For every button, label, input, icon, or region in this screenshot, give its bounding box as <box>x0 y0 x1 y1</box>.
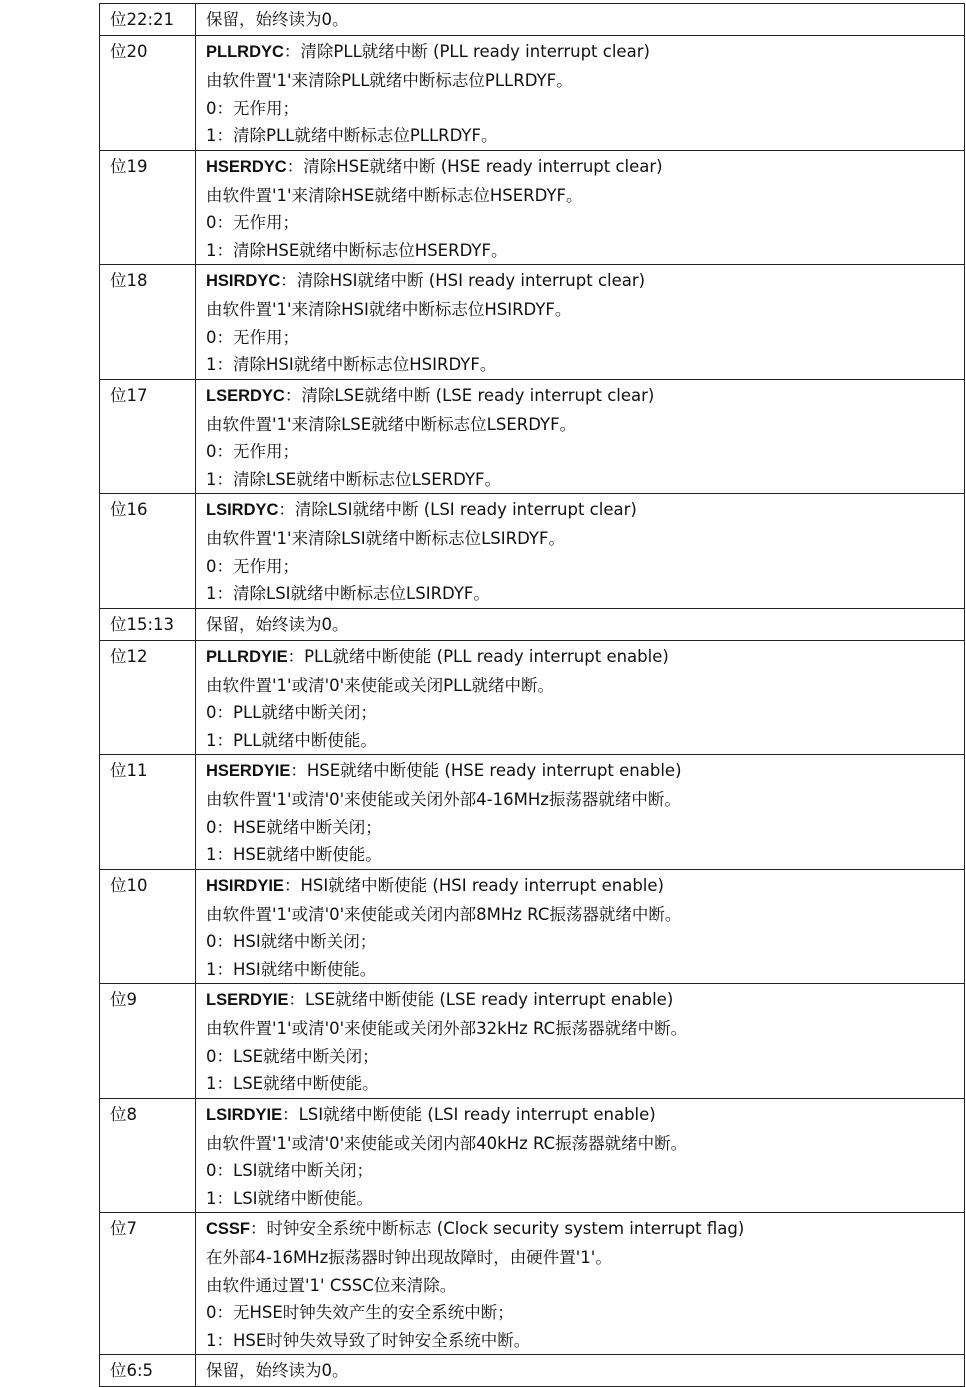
bit-number: 位10 <box>100 869 196 984</box>
bit-description: LSIRDYC：清除LSI就绪中断 (LSI ready interrupt clear) 由软件置'1'来清除LSI就绪中断标志位LSIRDYF。 0：无作用； 1：清除LSI就绪中断标志位LSIRDYF。 <box>196 494 965 609</box>
table-row <box>100 379 965 494</box>
table-row <box>100 608 965 640</box>
bit-number: 位12 <box>100 640 196 755</box>
bit-number: 位19 <box>100 150 196 265</box>
bit-description: 保留，始终读为0。 <box>196 4 965 36</box>
field-heading: HSIRDYC：清除HSI就绪中断 (HSI ready interrupt clear) <box>206 271 646 290</box>
table-row <box>100 984 965 1099</box>
register-bit-table <box>99 3 965 1387</box>
table-row <box>100 869 965 984</box>
table-row <box>100 1098 965 1213</box>
bit-description: LSERDYC：清除LSE就绪中断 (LSE ready interrupt clear) 由软件置'1'来清除LSE就绪中断标志位LSERDYF。 0：无作用； 1：清除LSE就绪中断标志位LSERDYF。 <box>196 379 965 494</box>
table-row <box>100 150 965 265</box>
bit-description: CSSF：时钟安全系统中断标志 (Clock security system interrupt flag) 在外部4-16MHz振荡器时钟出现故障时，由硬件置'1'。 由软件通过置'1' CSSC位来清除。 0：无HSE时钟失效产生的安全系统中断； 1：HSE时钟失效导致了时钟安全系统中断。 <box>196 1213 965 1355</box>
bit-number: 位11 <box>100 755 196 870</box>
field-heading: LSERDYC：清除LSE就绪中断 (LSE ready interrupt clear) <box>206 385 655 405</box>
field-heading: CSSF：时钟安全系统中断标志 (Clock security system interrupt flag) <box>206 1219 745 1238</box>
bit-description: HSIRDYIE：HSI就绪中断使能 (HSI ready interrupt enable) 由软件置'1'或清'0'来使能或关闭内部8MHz RC振荡器就绪中断。 0：HSI就绪中断关闭； 1：HSI就绪中断使能。 <box>196 869 965 984</box>
table-row <box>100 265 965 380</box>
table-row <box>100 4 965 36</box>
field-heading: LSIRDYC：清除LSI就绪中断 (LSI ready interrupt clear) <box>206 500 637 519</box>
register-bit-table-body <box>100 4 965 1387</box>
bit-description: HSIRDYC：清除HSI就绪中断 (HSI ready interrupt clear) 由软件置'1'来清除HSI就绪中断标志位HSIRDYF。 0：无作用； 1：清除HSI就绪中断标志位HSIRDYF。 <box>196 265 965 380</box>
bit-number: 位16 <box>100 494 196 609</box>
bit-description: PLLRDYC：清除PLL就绪中断 (PLL ready interrupt clear) 由软件置'1'来清除PLL就绪中断标志位PLLRDYF。 0：无作用； 1：清除PLL就绪中断标志位PLLRDYF。 <box>196 36 965 151</box>
bit-description: HSERDYIE：HSE就绪中断使能 (HSE ready interrupt enable) 由软件置'1'或清'0'来使能或关闭外部4-16MHz振荡器就绪中断。 0：HSE就绪中断关闭； 1：HSE就绪中断使能。 <box>196 755 965 870</box>
bit-number: 位22:21 <box>100 4 196 36</box>
bit-number: 位7 <box>100 1213 196 1355</box>
bit-description: HSERDYC：清除HSE就绪中断 (HSE ready interrupt clear) 由软件置'1'来清除HSE就绪中断标志位HSERDYF。 0：无作用； 1：清除HSE就绪中断标志位HSERDYF。 <box>196 150 965 265</box>
table-row <box>100 640 965 755</box>
bit-number: 位6:5 <box>100 1355 196 1387</box>
bit-number: 位20 <box>100 36 196 151</box>
table-row <box>100 755 965 870</box>
bit-description: PLLRDYIE：PLL就绪中断使能 (PLL ready interrupt enable) 由软件置'1'或清'0'来使能或关闭PLL就绪中断。 0：PLL就绪中断关闭； 1：PLL就绪中断使能。 <box>196 640 965 755</box>
table-row <box>100 1355 965 1387</box>
field-heading: LSIRDYIE：LSI就绪中断使能 (LSI ready interrupt enable) <box>206 1104 656 1124</box>
field-heading: HSIRDYIE：HSI就绪中断使能 (HSI ready interrupt enable) <box>206 875 664 895</box>
bit-description: LSERDYIE：LSE就绪中断使能 (LSE ready interrupt enable) 由软件置'1'或清'0'来使能或关闭外部32kHz RC振荡器就绪中断。 0：LSE就绪中断关闭； 1：LSE就绪中断使能。 <box>196 984 965 1099</box>
bit-number: 位17 <box>100 379 196 494</box>
bit-number: 位8 <box>100 1098 196 1213</box>
field-heading: HSERDYIE：HSE就绪中断使能 (HSE ready interrupt enable) <box>206 761 682 780</box>
field-heading: PLLRDYC：清除PLL就绪中断 (PLL ready interrupt clear) <box>206 42 650 61</box>
field-heading: PLLRDYIE：PLL就绪中断使能 (PLL ready interrupt enable) <box>206 646 669 666</box>
field-heading: HSERDYC：清除HSE就绪中断 (HSE ready interrupt clear) <box>206 156 663 176</box>
table-row <box>100 36 965 151</box>
table-row <box>100 494 965 609</box>
bit-description: 保留，始终读为0。 <box>196 1355 965 1387</box>
bit-number: 位9 <box>100 984 196 1099</box>
field-heading: LSERDYIE：LSE就绪中断使能 (LSE ready interrupt enable) <box>206 990 674 1009</box>
table-row <box>100 1213 965 1355</box>
bit-description: LSIRDYIE：LSI就绪中断使能 (LSI ready interrupt enable) 由软件置'1'或清'0'来使能或关闭内部40kHz RC振荡器就绪中断。 0：LSI就绪中断关闭； 1：LSI就绪中断使能。 <box>196 1098 965 1213</box>
bit-number: 位18 <box>100 265 196 380</box>
bit-number: 位15:13 <box>100 608 196 640</box>
bit-description: 保留，始终读为0。 <box>196 608 965 640</box>
